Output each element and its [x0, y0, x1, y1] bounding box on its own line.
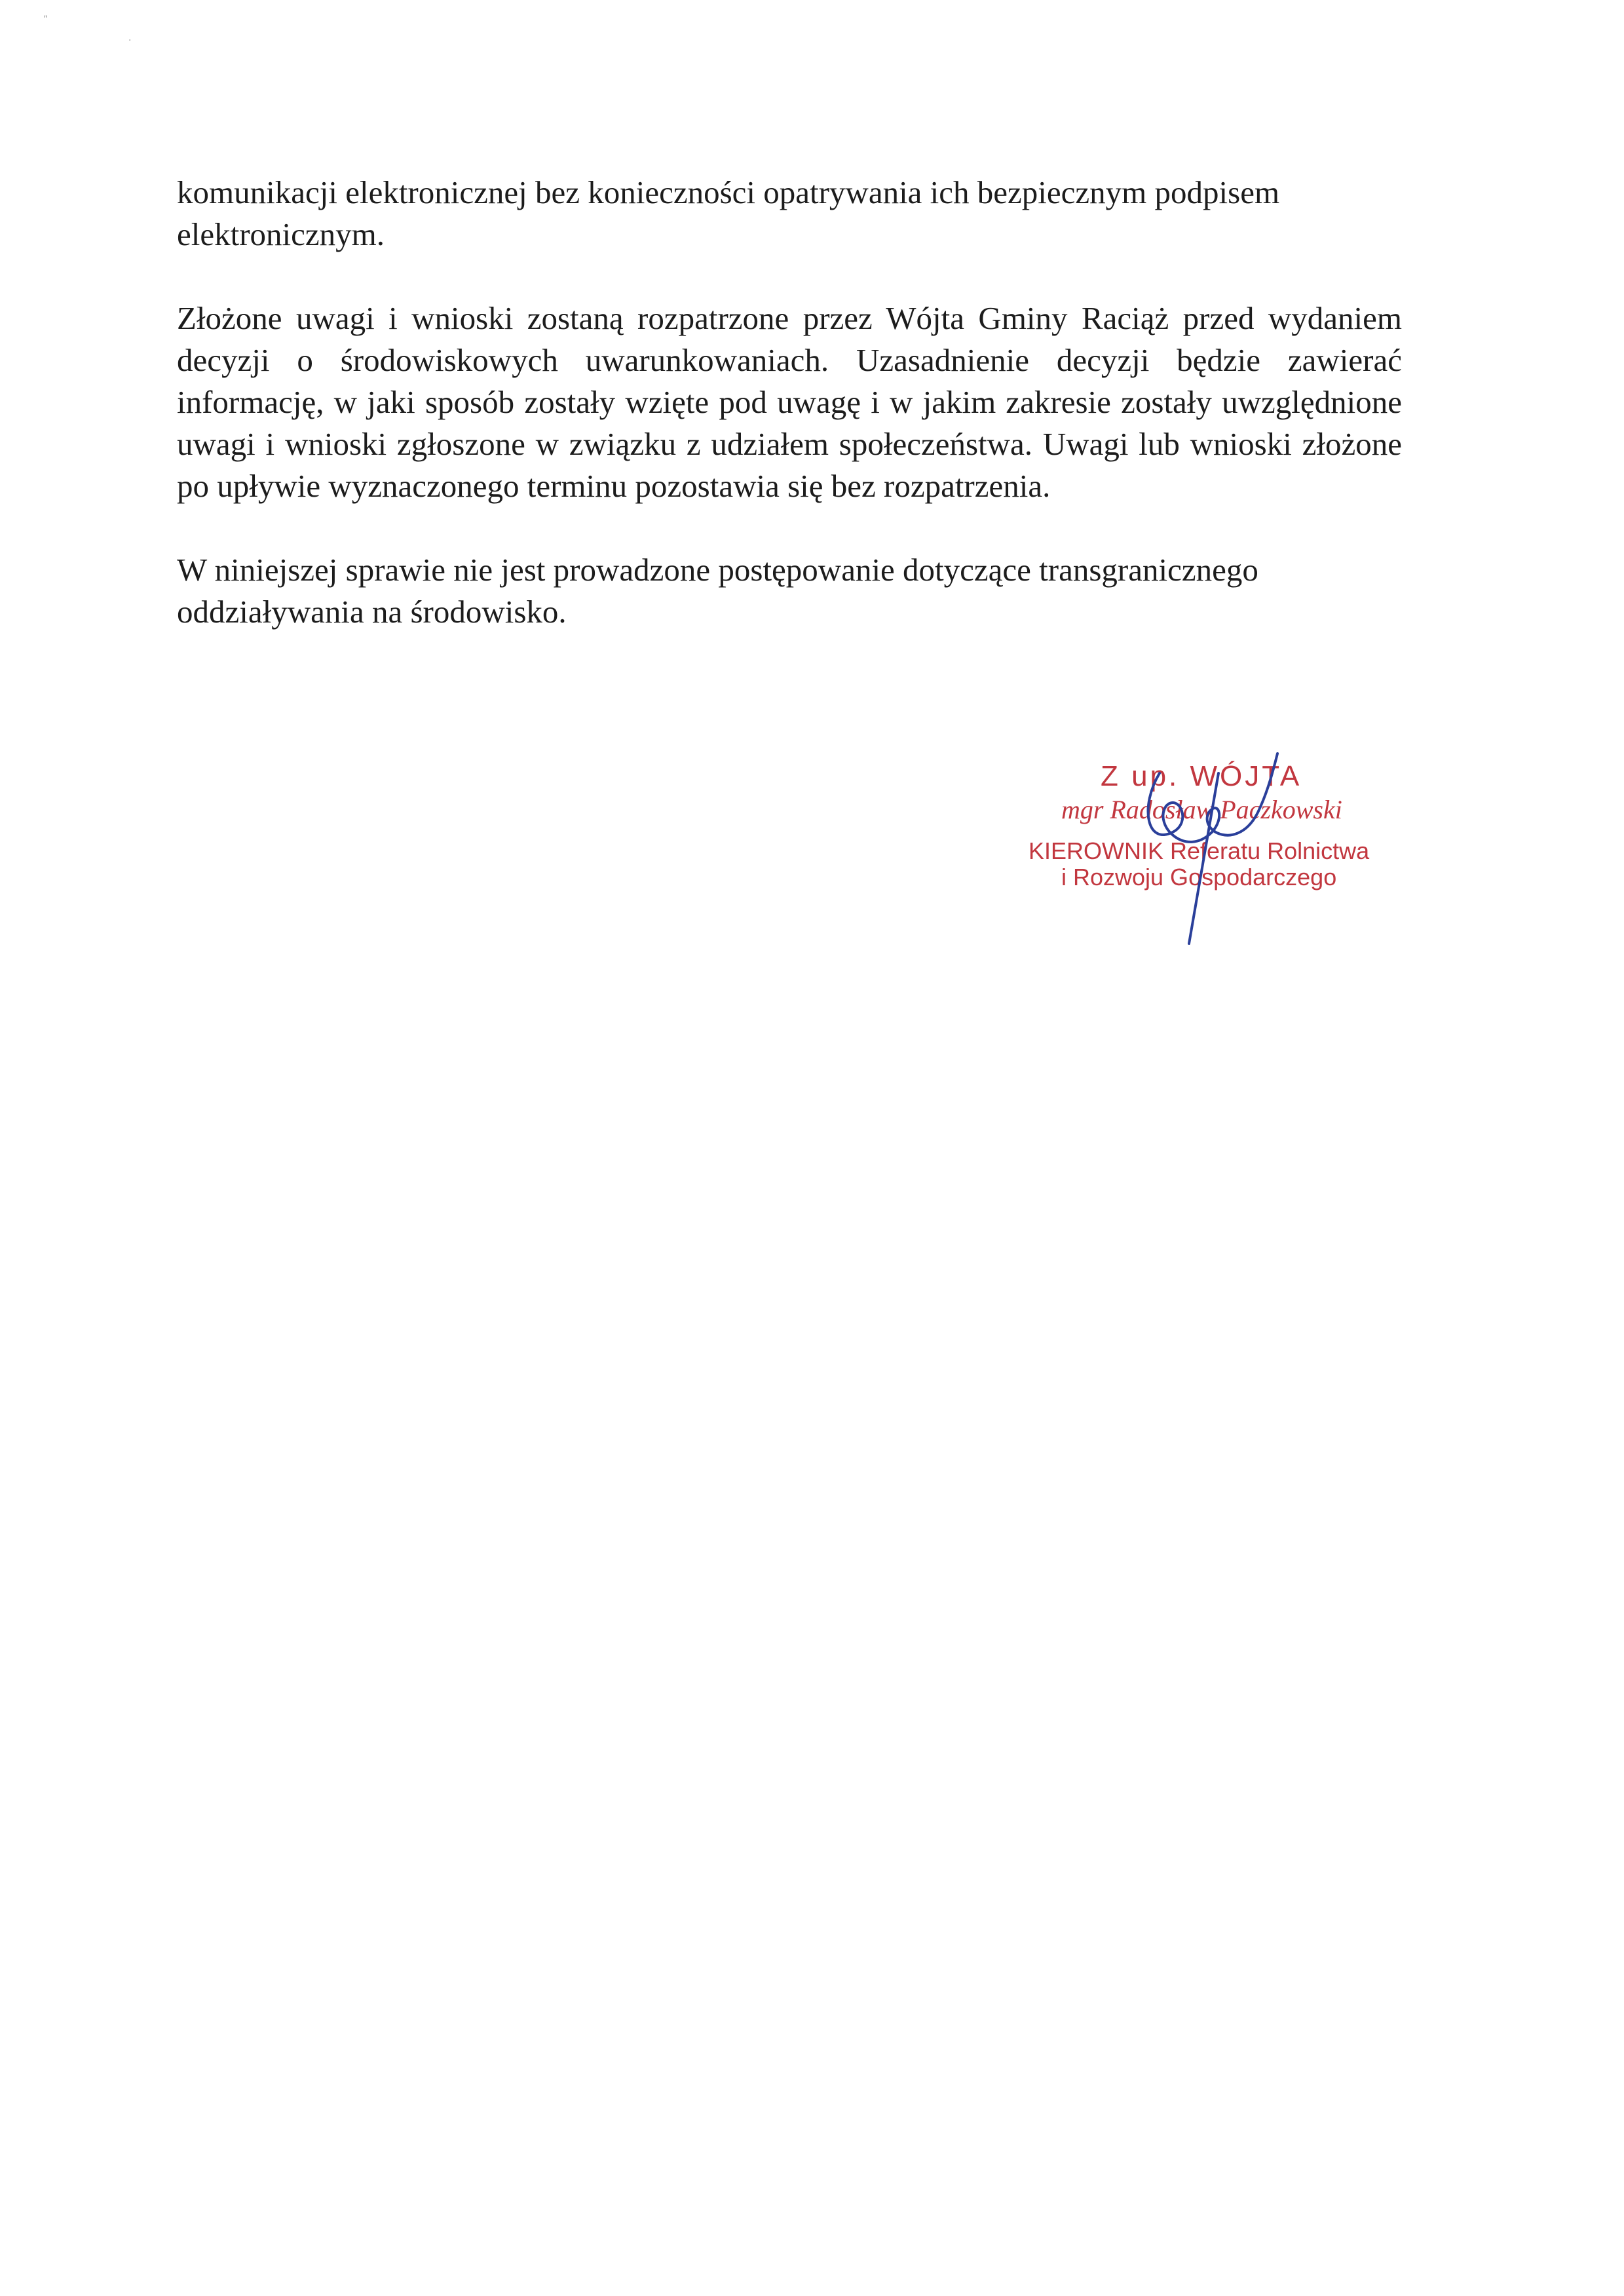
handwritten-signature — [1022, 734, 1415, 944]
scan-mark: · — [128, 35, 132, 46]
stamp-line-department: i Rozwoju Gospodarczego — [1061, 864, 1337, 890]
paragraph-3: W niniejszej sprawie nie jest prowadzone postępowanie dotyczące transgranicznego oddziaływania na środowisko. — [177, 552, 1258, 630]
scan-mark: ” — [43, 14, 48, 25]
document-body — [177, 172, 1402, 675]
stamp-line-authorization: Z up. WÓJTA — [1101, 760, 1302, 792]
stamp-line-position: KIEROWNIK Referatu Rolnictwa — [1029, 837, 1370, 864]
official-stamp — [1022, 734, 1415, 944]
stamp-line-name: mgr Radosław Paczkowski — [1061, 795, 1342, 824]
paragraph-1: komunikacji elektronicznej bez konieczności opatrywania ich bezpiecznym podpisem elektronicznym. — [177, 174, 1280, 252]
paragraph-2: Złożone uwagi i wnioski zostaną rozpatrzone przez Wójta Gminy Raciąż przed wydaniem decyzji o środowiskowych uwarunkowaniach. Uzasadnienie decyzji będzie zawierać informację, w jaki sposób zostały wzięte pod uwagę i w jakim zakresie zostały uwzględnione uwagi i wnioski zgłoszone w związku z udziałem społeczeństwa. Uwagi lub wnioski złożone po upływie wyznaczonego terminu pozostawia się bez rozpatrzenia. — [177, 300, 1402, 504]
